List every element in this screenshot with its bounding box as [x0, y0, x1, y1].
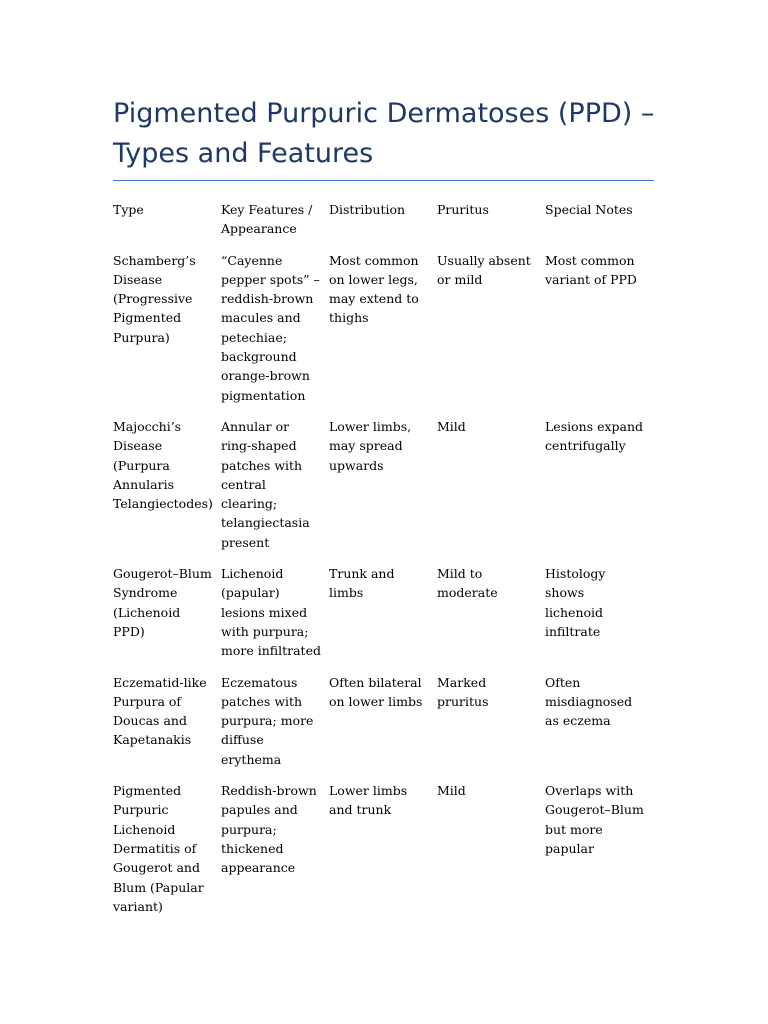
cell-key-features: Lichenoid (papular) lesions mixed with purpura; more infiltrated: [221, 566, 321, 659]
cell-special-notes: Most common variant of PPD: [545, 252, 637, 287]
title-divider: [113, 180, 654, 181]
table-row: [113, 251, 673, 405]
table-header-row: [113, 200, 673, 239]
cell-pruritus: Usually absent or mild: [437, 252, 531, 287]
header-key-features: Key Features / Appearance: [221, 202, 313, 237]
cell-special-notes: Overlaps with Gougerot–Blum but more papular: [545, 783, 644, 856]
cell-type: Schamberg’s Disease (Progressive Pigmented Purpura): [113, 252, 196, 345]
cell-pruritus: Mild: [437, 418, 466, 434]
header-pruritus: Pruritus: [437, 202, 489, 217]
header-special-notes: Special Notes: [545, 202, 633, 217]
cell-pruritus: Mild: [437, 783, 466, 799]
table-row: [113, 673, 673, 769]
page-title: Pigmented Purpuric Dermatoses (PPD) – Types and Features: [113, 98, 655, 169]
cell-type: Pigmented Purpuric Lichenoid Dermatitis of Gougerot and Blum (Papular variant): [113, 783, 204, 914]
table-row: [113, 564, 673, 660]
cell-type: Gougerot–Blum Syndrome (Lichenoid PPD): [113, 566, 212, 639]
table-row: [113, 417, 673, 552]
cell-pruritus: Mild to moderate: [437, 566, 498, 601]
cell-special-notes: Histology shows lichenoid infiltrate: [545, 566, 606, 639]
cell-distribution: Trunk and limbs: [329, 566, 395, 601]
header-distribution: Distribution: [329, 202, 406, 217]
cell-type: Majocchi’s Disease (Purpura Annularis Telangiectodes): [113, 418, 213, 512]
cell-key-features: “Cayenne pepper spots” – reddish-brown macules and petechiae; background orange-brown pigmentation: [221, 252, 320, 403]
cell-distribution: Lower limbs and trunk: [329, 783, 408, 818]
cell-special-notes: Lesions expand centrifugally: [545, 418, 644, 454]
header-type: Type: [113, 202, 144, 217]
cell-distribution: Often bilateral on lower limbs: [329, 674, 423, 709]
cell-pruritus: Marked pruritus: [437, 674, 489, 709]
cell-distribution: Lower limbs, may spread upwards: [329, 418, 412, 473]
cell-key-features: Annular or ring-shaped patches with central clearing; telangiectasia present: [221, 418, 310, 550]
table-row: [113, 781, 673, 916]
cell-key-features: Eczematous patches with purpura; more diffuse erythema: [221, 674, 314, 767]
ppd-types-table: [113, 200, 673, 928]
cell-special-notes: Often misdiagnosed as eczema: [545, 674, 633, 729]
cell-key-features: Reddish-brown papules and purpura; thickened appearance: [221, 783, 317, 876]
cell-distribution: Most common on lower legs, may extend to thighs: [329, 252, 419, 326]
cell-type: Eczematid-like Purpura of Doucas and Kapetanakis: [113, 674, 207, 748]
